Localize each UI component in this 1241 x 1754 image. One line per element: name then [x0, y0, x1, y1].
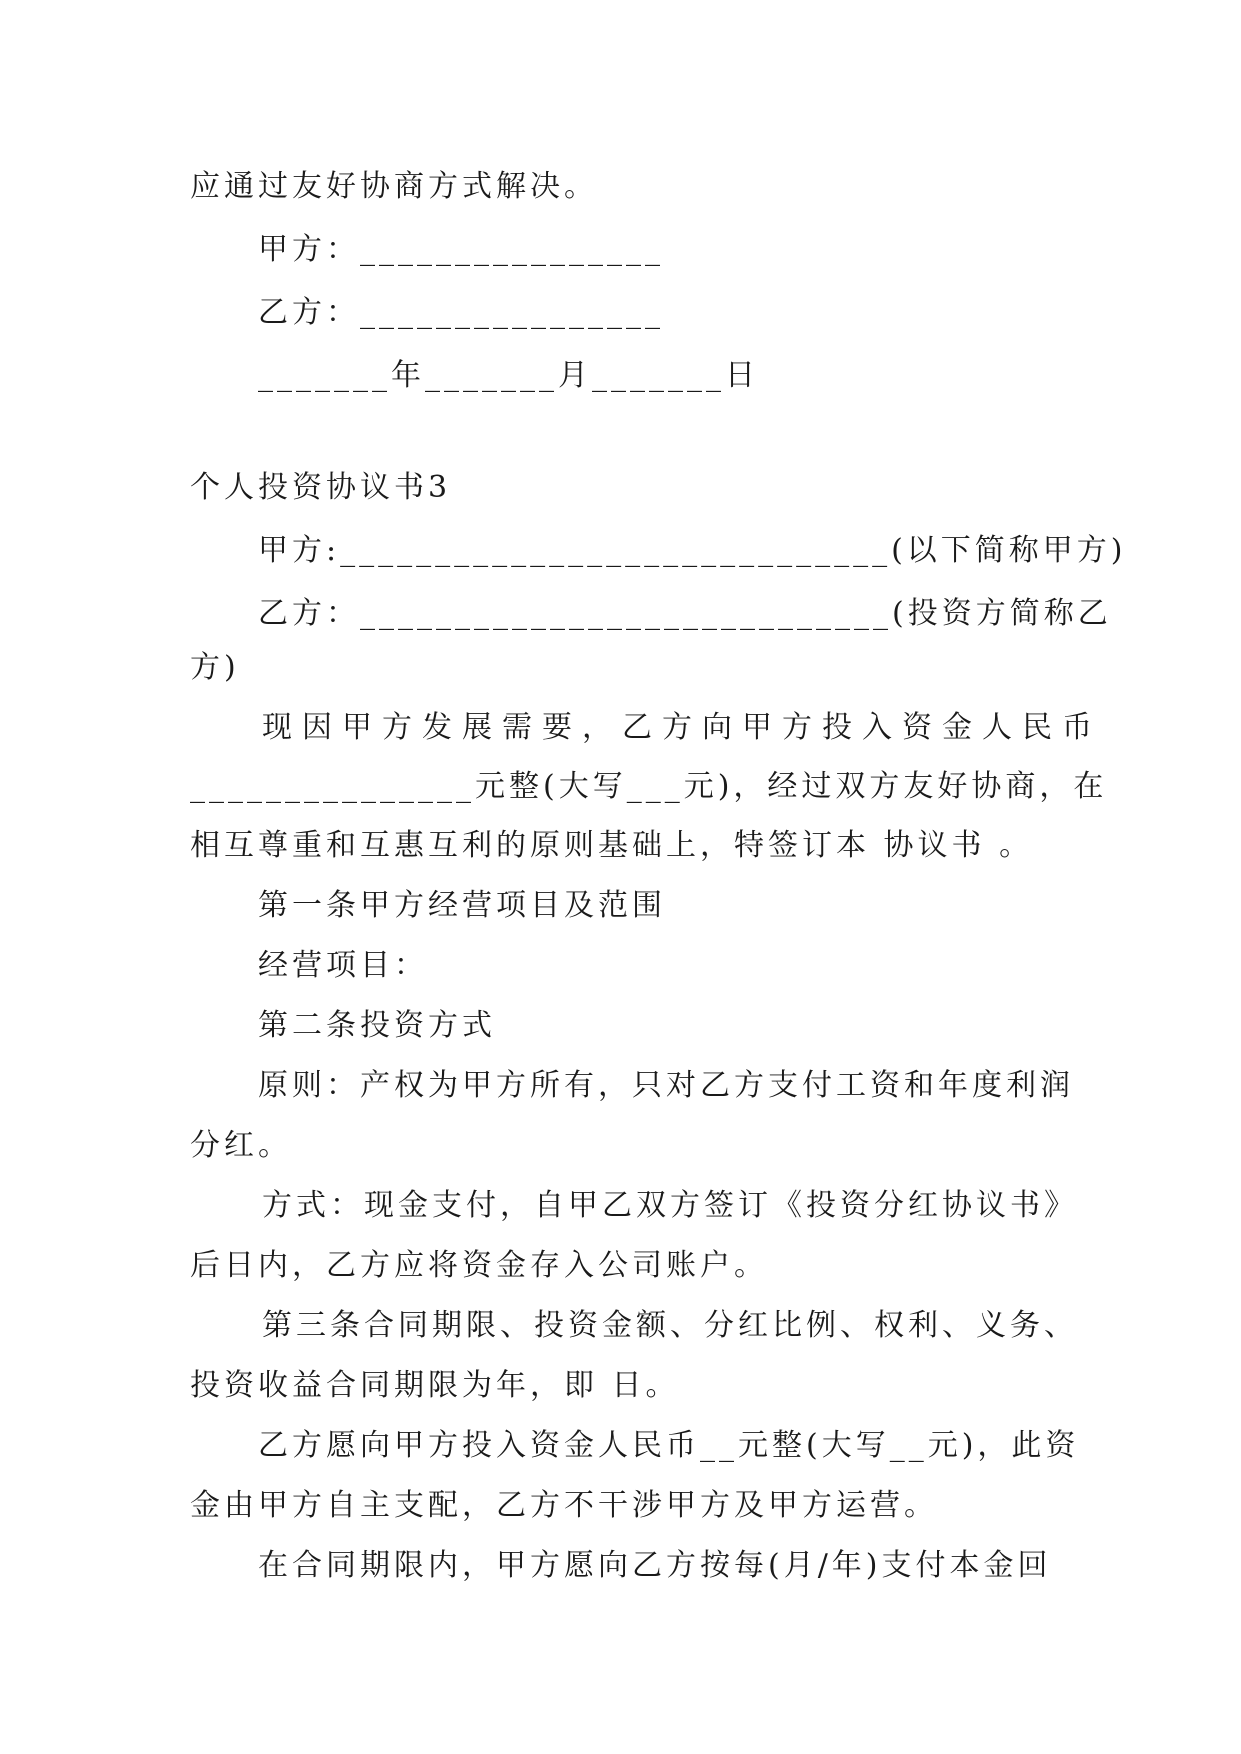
text-line: 应通过友好协商方式解决。: [190, 169, 598, 204]
text-line: 后日内，乙方应将资金存入公司账户。: [190, 1248, 768, 1283]
article-heading: 第一条甲方经营项目及范围: [258, 888, 666, 923]
article-heading: 第二条投资方式: [258, 1008, 496, 1043]
party-b-line: 乙方：____________________________(投资方简称乙: [258, 596, 1112, 631]
article-heading: 第三条合同期限、投资金额、分红比例、权利、义务、: [262, 1308, 1078, 1343]
text-line: 方): [190, 650, 240, 685]
text-line: 在合同期限内，甲方愿向乙方按每(月/年)支付本金回: [258, 1548, 1052, 1583]
text-line: 现因甲方发展需要，乙方向甲方投入资金人民币: [262, 710, 1102, 745]
text-line: 方式：现金支付，自甲乙双方签订《投资分红协议书》: [262, 1188, 1078, 1223]
text-line: 经营项目：: [258, 948, 428, 983]
text-line: 分红。: [190, 1128, 292, 1163]
text-line: 金由甲方自主支配，乙方不干涉甲方及甲方运营。: [190, 1488, 938, 1523]
party-a-signature-line: 甲方：________________: [258, 232, 664, 267]
text-line: 乙方愿向甲方投入资金人民币__元整(大写__元)，此资: [258, 1428, 1080, 1463]
text-line: 相互尊重和互惠互利的原则基础上，特签订本 协议书 。: [190, 828, 1034, 863]
text-line: _______________元整(大写___元)，经过双方友好协商，在: [190, 769, 1108, 804]
party-b-signature-line: 乙方：________________: [258, 295, 664, 330]
text-line: 投资收益合同期限为年，即 日。: [190, 1368, 680, 1403]
party-a-line: 甲方:_____________________________(以下简称甲方): [258, 533, 1127, 568]
section-title: 个人投资协议书3: [190, 470, 452, 505]
text-line: 原则：产权为甲方所有，只对乙方支付工资和年度利润: [258, 1068, 1074, 1103]
date-line: _______年_______月_______日: [258, 358, 759, 393]
